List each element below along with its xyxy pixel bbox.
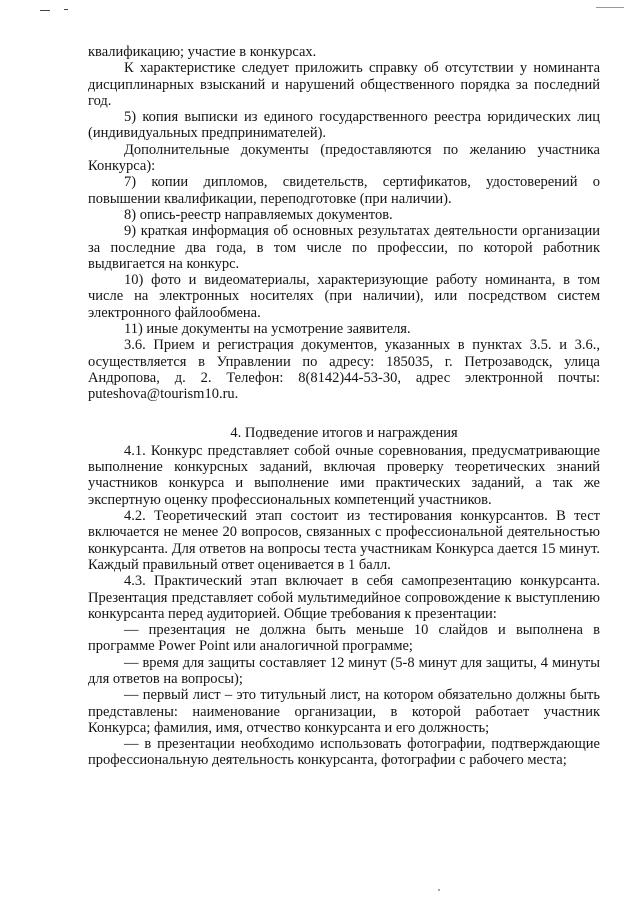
- list-item-9: 9) краткая информация об основных результатах деятельности организации за последние два года, в том числе по профессии, по которой работник выдвигается на конкурс.: [88, 223, 600, 272]
- list-item-10: 10) фото и видеоматериалы, характеризующие работу номинанта, в том числе на электронных носителях (при наличии), или посредством систем электронного файлообмена.: [88, 272, 600, 321]
- clause-4-3: 4.3. Практический этап включает в себя самопрезентацию конкурсанта. Презентация представляет собой мультимедийное сопровождение к выступлению конкурсанта перед аудиторией. Общие требования к презентации:: [88, 573, 600, 622]
- requirement-3: — первый лист – это титульный лист, на котором обязательно должны быть представлены: наименование организации, в которой работает участник Конкурса; фамилия, имя, отчество конкурсанта и его должность;: [88, 687, 600, 736]
- requirement-1: — презентация не должна быть меньше 10 слайдов и выполнена в программе Power Point или аналогичной программе;: [88, 622, 600, 655]
- scan-mark-left-small: [64, 9, 68, 10]
- intro-line: квалификацию; участие в конкурсах.: [88, 44, 317, 60]
- characteristic-paragraph: К характеристике следует приложить справку об отсутствии у номинанта дисциплинарных взысканий и нарушений общественного порядка за последний год.: [88, 60, 600, 109]
- requirement-4: — в презентации необходимо использовать фотографии, подтверждающие профессиональную деятельность конкурсанта, фотографии с рабочего места;: [88, 736, 600, 769]
- requirement-2: — время для защиты составляет 12 минут (5-8 минут для защиты, 4 минуты для ответов на вопросы);: [88, 654, 600, 687]
- clause-4-2: 4.2. Теоретический этап состоит из тестирования конкурсантов. В тест включается не менее 20 вопросов, связанных с профессиональной деятельностью конкурсанта. Для ответов на вопросы теста участникам Конкурса дается 15 минут. Каждый правильный ответ оценивается в 1 балл.: [88, 508, 600, 573]
- list-item-11: 11) иные документы на усмотрение заявителя.: [124, 321, 411, 338]
- scan-mark-right: [596, 7, 624, 8]
- document-page: [88, 44, 600, 769]
- list-item-7: 7) копии дипломов, свидетельств, сертификатов, удостоверений о повышении квалификации, переподготовке (при наличии).: [88, 174, 600, 207]
- list-item-5: 5) копия выписки из единого государственного реестра юридических лиц (индивидуальных предпринимателей).: [88, 109, 600, 142]
- clause-3-6: 3.6. Прием и регистрация документов, указанных в пунктах 3.5. и 3.6., осуществляется в Управлении по адресу: 185035, г. Петрозаводск, улица Андропова, д. 2. Телефон: 8(8142)44-53-30, адрес электронной почты: puteshova@tourism10.ru.: [88, 337, 600, 403]
- scan-speck: [438, 889, 440, 891]
- section-4-title: 4. Подведение итогов и награждения: [230, 424, 458, 441]
- list-item-8: 8) опись-реестр направляемых документов.: [124, 206, 393, 223]
- clause-4-1: 4.1. Конкурс представляет собой очные соревнования, предусматривающие выполнение конкурсных заданий, включая проверку теоретических знаний участников конкурса и выполнение ими практических заданий, а так же экспертную оценку профессиональных компетенций участников.: [88, 442, 600, 508]
- scan-mark-left: [40, 10, 50, 11]
- additional-documents-heading: Дополнительные документы (предоставляются по желанию участника Конкурса):: [88, 141, 600, 175]
